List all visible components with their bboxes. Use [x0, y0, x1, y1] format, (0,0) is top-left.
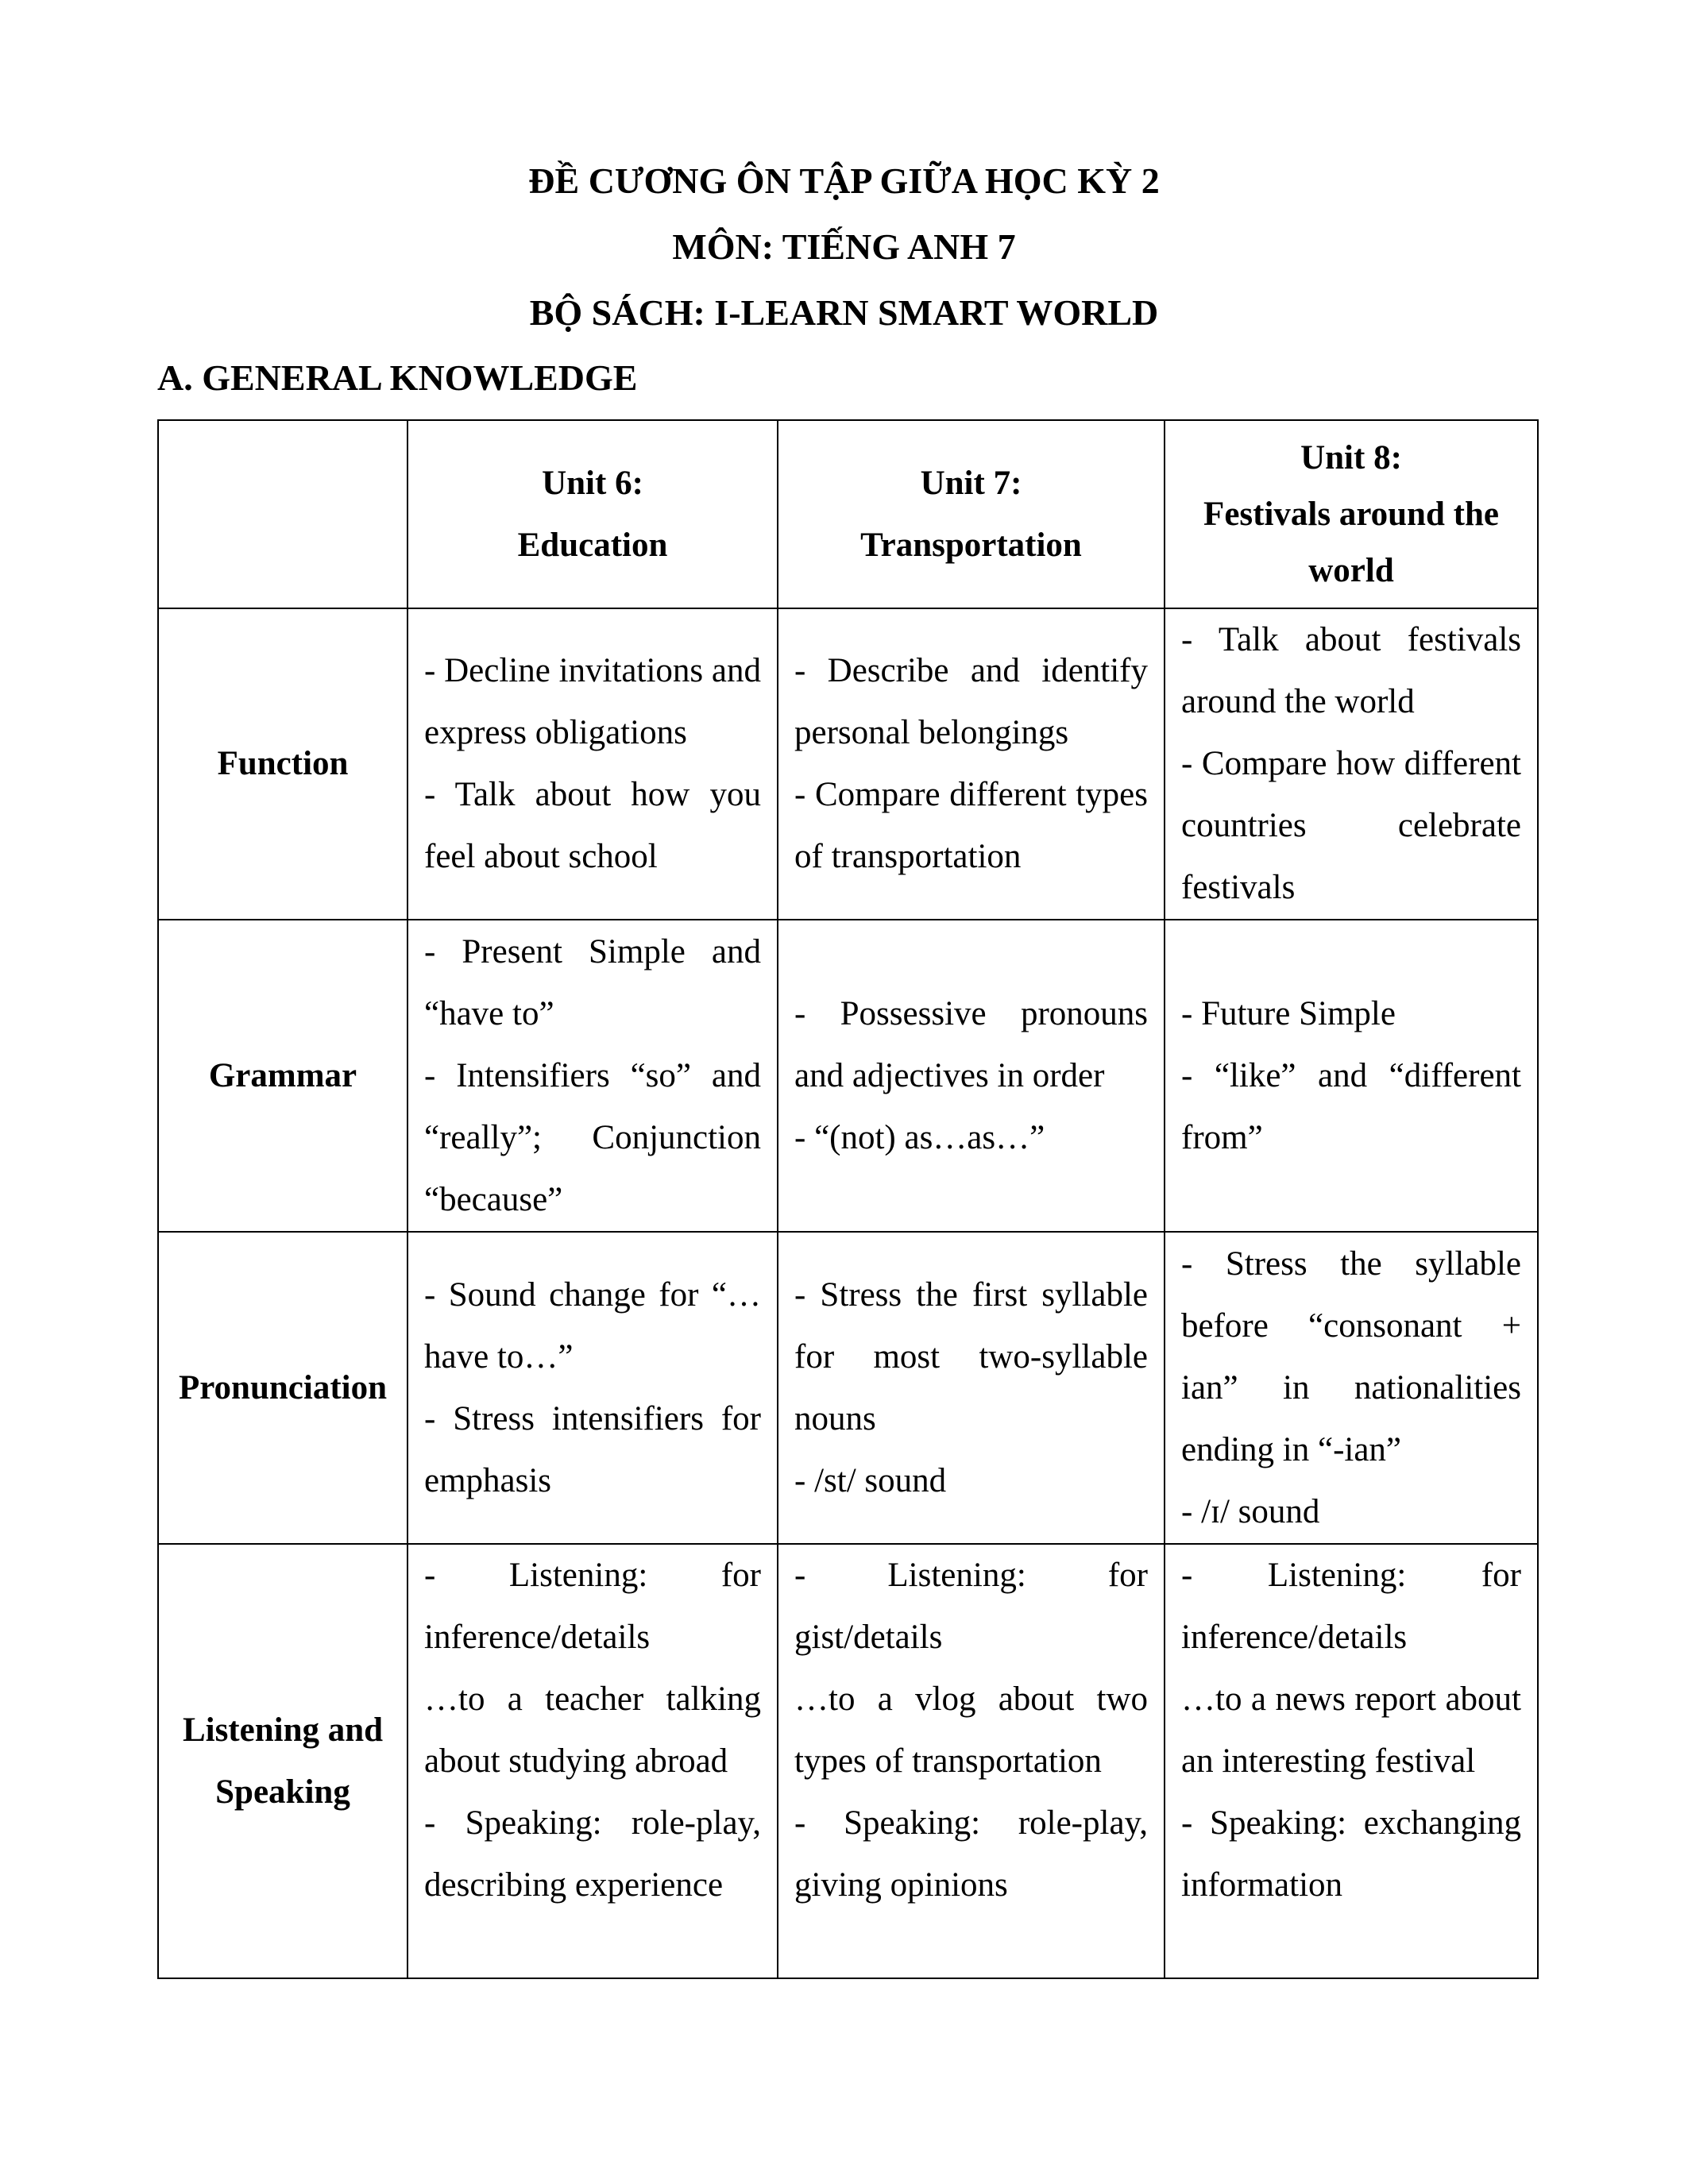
- column-header-unit-7: [778, 420, 1165, 608]
- cell-text-line: - Sound change for “…have to…”: [424, 1275, 761, 1376]
- cell-text-line: - Listening: for inference/details: [424, 1557, 761, 1656]
- cell-text-line: - Speaking: role-play, giving opinions: [794, 1804, 1148, 1904]
- table-cell: [408, 608, 778, 920]
- row-header: Listening and Speaking: [158, 1544, 408, 1978]
- cell-text-line: - Compare different types of transportation: [794, 776, 1148, 875]
- table-header-row: [158, 420, 1538, 608]
- cell-text-line: - Future Simple: [1181, 994, 1396, 1032]
- cell-text-line: - Describe and identify personal belongings: [794, 652, 1148, 751]
- cell-text-line: - Stress the syllable before “consonant + ian” in nationalities ending in “-ian”: [1181, 1244, 1521, 1468]
- cell-text-line: - “(not) as…as…”: [794, 1118, 1045, 1156]
- column-header-unit-6: [408, 420, 778, 608]
- table-cell: [408, 1232, 778, 1544]
- cell-text-line: …to a teacher talking about studying abroad: [424, 1680, 761, 1780]
- table-cell: [408, 1544, 778, 1978]
- column-header-unit-8: [1165, 420, 1538, 608]
- cell-text-line: - Talk about festivals around the world: [1181, 621, 1521, 720]
- table-cell: [778, 920, 1165, 1232]
- cell-text-line: - Speaking: exchanging information: [1181, 1804, 1521, 1904]
- table-row-listening-speaking: [158, 1544, 1538, 1978]
- table-row-pronunciation: [158, 1232, 1538, 1544]
- cell-text-line: - Speaking: role-play, describing experience: [424, 1804, 761, 1904]
- table-cell: [778, 1232, 1165, 1544]
- cell-text-line: - Talk about how you feel about school: [424, 776, 761, 875]
- cell-text-line: …to a news report about an interesting festival: [1181, 1680, 1521, 1780]
- document-title: ĐỀ CƯƠNG ÔN TẬP GIỮA HỌC KỲ 2: [528, 160, 1160, 201]
- section-heading: A. GENERAL KNOWLEDGE: [157, 357, 638, 398]
- cell-text-line: - Listening: for inference/details: [1181, 1557, 1521, 1656]
- cell-text-line: - Compare how different countries celebrate festivals: [1181, 745, 1521, 906]
- table-cell: [1165, 920, 1538, 1232]
- cell-text-line: - Stress intensifiers for emphasis: [424, 1399, 761, 1499]
- cell-text-line: - “like” and “different from”: [1181, 1056, 1521, 1156]
- cell-text-line: - /ɪ/ sound: [1181, 1492, 1320, 1530]
- cell-text-line: - /st/ sound: [794, 1461, 947, 1499]
- cell-text-line: - Present Simple and “have to”: [424, 932, 761, 1032]
- table-cell: [408, 920, 778, 1232]
- unit-name: Transportation: [860, 526, 1082, 564]
- cell-text-line: - Listening: for gist/details: [794, 1557, 1148, 1656]
- table-cell: [1165, 1544, 1538, 1978]
- cell-text-line: - Possessive pronouns and adjectives in order: [794, 994, 1148, 1094]
- row-header: Grammar: [158, 920, 408, 1232]
- unit-name: Festivals around the world: [1203, 496, 1499, 589]
- cell-text-line: - Decline invitations and express obligations: [424, 652, 761, 751]
- subject-line: MÔN: TIẾNG ANH 7: [672, 226, 1016, 267]
- general-knowledge-table: [157, 419, 1539, 1979]
- unit-number: Unit 7:: [920, 464, 1022, 502]
- table-cell: [1165, 1232, 1538, 1544]
- unit-number: Unit 8:: [1300, 439, 1402, 477]
- unit-number: Unit 6:: [542, 464, 643, 502]
- cell-text-line: - Intensifiers “so” and “really”; Conjunction “because”: [424, 1056, 761, 1218]
- table-cell: [778, 608, 1165, 920]
- cell-text-line: - Stress the first syllable for most two-syllable nouns: [794, 1275, 1148, 1437]
- corner-cell: [158, 420, 408, 608]
- cell-text-line: …to a vlog about two types of transportation: [794, 1680, 1148, 1780]
- unit-name: Education: [517, 526, 668, 564]
- textbook-line: BỘ SÁCH: I-LEARN SMART WORLD: [529, 292, 1159, 333]
- table-cell: [778, 1544, 1165, 1978]
- table-row-function: [158, 608, 1538, 920]
- row-header: Function: [158, 608, 408, 920]
- table-cell: [1165, 608, 1538, 920]
- row-header: Pronunciation: [158, 1232, 408, 1544]
- table-row-grammar: [158, 920, 1538, 1232]
